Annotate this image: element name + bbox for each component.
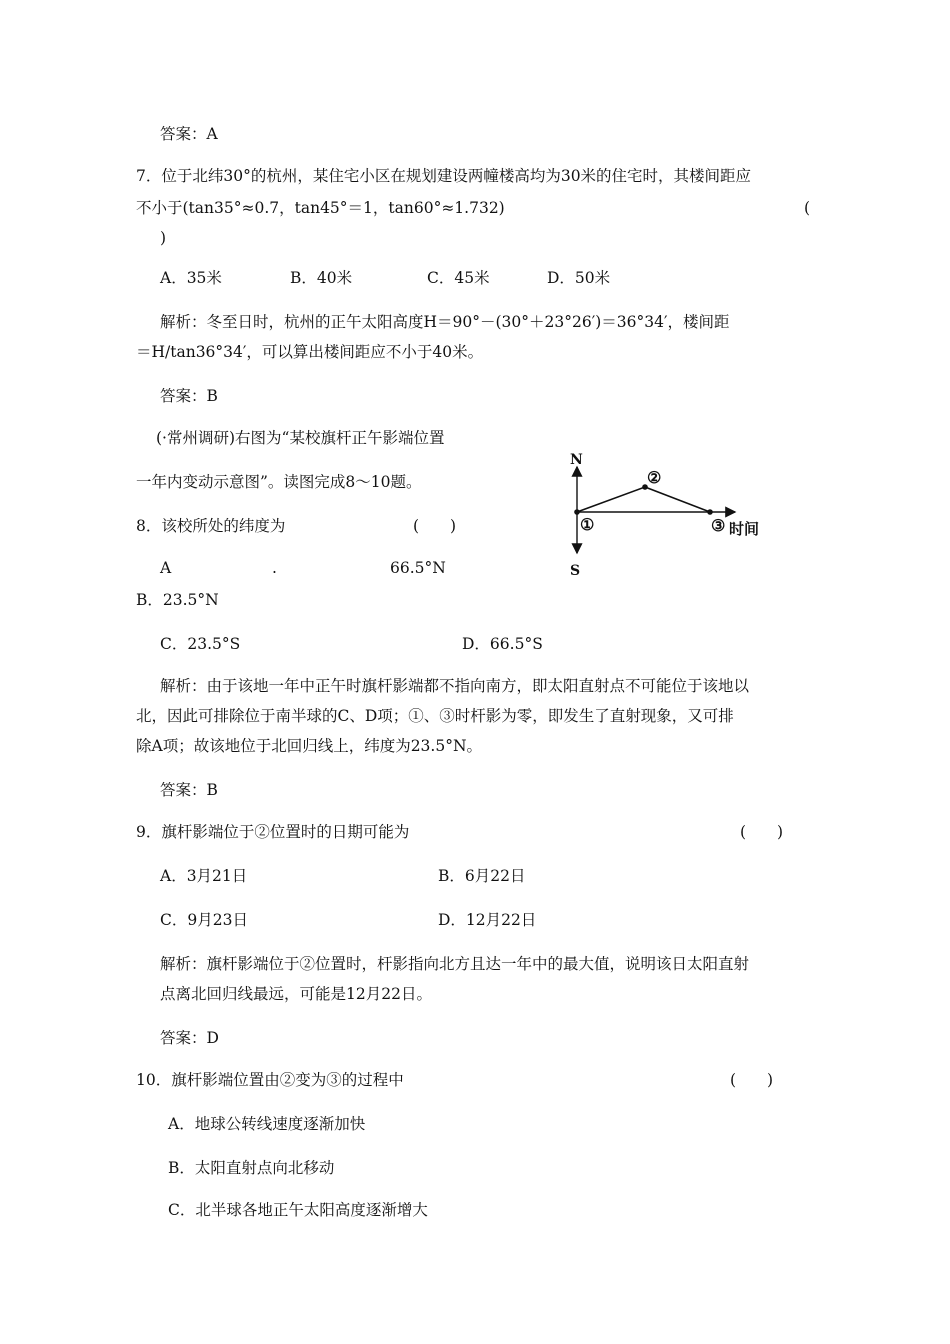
q9-paren: ( ) bbox=[740, 823, 784, 841]
q8-option-a-letter: A bbox=[160, 559, 172, 577]
q8-option-c: C．23.5°S bbox=[160, 635, 241, 653]
q9-stem: 9．旗杆影端位于②位置时的日期可能为 bbox=[136, 823, 410, 841]
q8-option-a-dot: . bbox=[272, 559, 277, 577]
q8-analysis-line3: 除A项；故该地位于北回归线上，纬度为23.5°N。 bbox=[136, 737, 483, 755]
q8-stem: 8．该校所处的纬度为 bbox=[136, 517, 286, 535]
intro-line2: 一年内变动示意图”。读图完成8～10题。 bbox=[136, 473, 422, 491]
q7-stem-line1: 7．位于北纬30°的杭州，某住宅小区在规划建设两幢楼高均为30米的住宅时，其楼间距应 bbox=[136, 167, 752, 185]
q7-option-c: C．45米 bbox=[427, 269, 490, 287]
q10-option-a: A．地球公转线速度逐渐加快 bbox=[168, 1115, 366, 1133]
q8-option-a-value: 66.5°N bbox=[390, 559, 446, 577]
shadow-position-figure bbox=[555, 445, 775, 585]
point-1-dot bbox=[574, 509, 580, 515]
q6-answer: 答案：A bbox=[160, 125, 218, 143]
q7-paren-close: ) bbox=[160, 229, 167, 247]
south-label: S bbox=[570, 563, 581, 579]
q10-stem: 10．旗杆影端位置由②变为③的过程中 bbox=[136, 1071, 404, 1089]
q8-analysis-line1: 解析：由于该地一年中正午时旗杆影端都不指向南方，即太阳直射点不可能位于该地以 bbox=[160, 677, 750, 695]
intro-line1: (·常州调研)右图为“某校旗杆正午影端位置 bbox=[156, 429, 445, 447]
shadow-path-fall bbox=[645, 487, 710, 512]
q7-paren-open: ( bbox=[804, 199, 811, 217]
q7-option-d: D．50米 bbox=[547, 269, 611, 287]
q9-option-c: C．9月23日 bbox=[160, 911, 248, 929]
q9-option-a: A．3月21日 bbox=[160, 867, 248, 885]
q8-answer: 答案：B bbox=[160, 781, 218, 799]
q9-option-b: B．6月22日 bbox=[438, 867, 526, 885]
q10-paren: ( ) bbox=[730, 1071, 774, 1089]
q10-option-b: B．太阳直射点向北移动 bbox=[168, 1159, 335, 1177]
point-3-dot bbox=[707, 509, 713, 515]
q7-stem-line2: 不小于(tan35°≈0.7，tan45°＝1，tan60°≈1.732) bbox=[136, 199, 505, 217]
shadow-path-rise bbox=[577, 487, 645, 512]
q7-option-a: A．35米 bbox=[160, 269, 222, 287]
q9-analysis-line1: 解析：旗杆影端位于②位置时，杆影指向北方且达一年中的最大值，说明该日太阳直射 bbox=[160, 955, 750, 973]
q7-analysis-line1: 解析：冬至日时，杭州的正午太阳高度H＝90°－(30°＋23°26′)＝36°34′，楼间距 bbox=[160, 313, 730, 331]
q8-option-d: D．66.5°S bbox=[462, 635, 543, 653]
time-axis-label: 时间 bbox=[729, 520, 760, 538]
q8-paren: ( ) bbox=[413, 517, 457, 535]
marker-1-label: ① bbox=[580, 515, 595, 534]
q9-option-d: D．12月22日 bbox=[438, 911, 537, 929]
north-label: N bbox=[570, 452, 583, 468]
q9-answer: 答案：D bbox=[160, 1029, 219, 1047]
q10-option-c: C．北半球各地正午太阳高度逐渐增大 bbox=[168, 1201, 428, 1219]
marker-2-label: ② bbox=[647, 468, 662, 487]
q7-option-b: B．40米 bbox=[290, 269, 353, 287]
q8-option-b: B．23.5°N bbox=[136, 591, 219, 609]
marker-3-label: ③ bbox=[711, 516, 726, 535]
q7-answer: 答案：B bbox=[160, 387, 218, 405]
q8-analysis-line2: 北，因此可排除位于南半球的C、D项；①、③时杆影为零，即发生了直射现象，又可排 bbox=[136, 707, 734, 725]
q9-analysis-line2: 点离北回归线最远，可能是12月22日。 bbox=[160, 985, 432, 1003]
q7-analysis-line2: ＝H/tan36°34′，可以算出楼间距应不小于40米。 bbox=[136, 343, 484, 361]
